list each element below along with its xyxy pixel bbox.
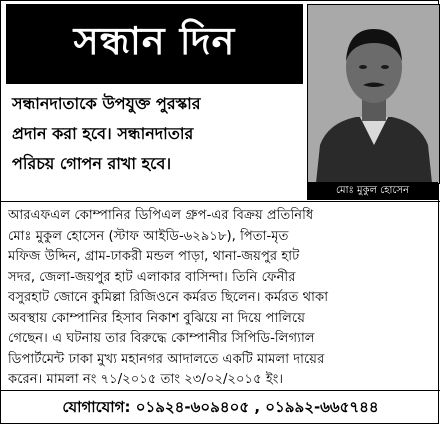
reward-line: প্রদান করা হবে। সন্ধানদাতার [12, 124, 194, 143]
body-line: মফিজ উদ্দিন, গ্রাম-ঢাকরী মন্ডল পাড়া, থানা-জয়পুর হাট [8, 249, 300, 264]
body-line: বসুরহাট জোনে কুমিল্লা রিজিওনে কর্মরত ছিলেন। কর্মরত থাকা [8, 290, 329, 305]
notice-body [1, 201, 440, 391]
person-photo [307, 4, 440, 184]
body-line: অবস্থায় কোম্পানির হিসাব নিকাশ বুঝিয়ে না দিয়ে পালিয়ে [8, 310, 305, 326]
body-line: করেন। মামলা নং ৭১/২০১৫ তাং ২৩/০২/২০১৫ ইং। [8, 372, 284, 387]
body-line: আরএফএল কোম্পানির ডিপিএল গ্রুপ-এর বিক্রয় প্রতিনিধি [8, 208, 314, 223]
reward-line: সন্ধানদাতাকে উপযুক্ত পুরস্কার [12, 94, 201, 113]
notice-title: সন্ধান দিন [6, 4, 303, 84]
body-line: মোঃ মুকুল হোসেন (স্টাফ আইডি-৬২৯১৮), পিতা-মৃত [8, 228, 289, 244]
notice-header-section [1, 1, 438, 201]
photo-caption: মোঃ মুকুল হোসেন [307, 182, 438, 200]
body-line: গেছেন। এ ঘটনায় তার বিরুদ্ধে কোম্পানীর সিপিডি-লিগ্যাল [8, 331, 315, 346]
body-line: ডিপার্টমেন্ট ঢাকা মুখ্য মহানগর আদালতে একটি মামলা দায়ের [8, 351, 325, 367]
body-line: সদর, জেলা-জয়পুর হাট এলাকার বাসিন্দা। তিনি ফেনীর [8, 269, 296, 285]
contact-numbers: যোগাযোগ: ০১৯২৪-৬০৯৪০৫ , ০১৯৯২-৬৬৫৭৪৪ [62, 398, 379, 416]
reward-statement [6, 87, 303, 187]
person-portrait-image [308, 5, 439, 183]
reward-line: পরিচয় গোপন রাখা হবে। [12, 154, 172, 173]
